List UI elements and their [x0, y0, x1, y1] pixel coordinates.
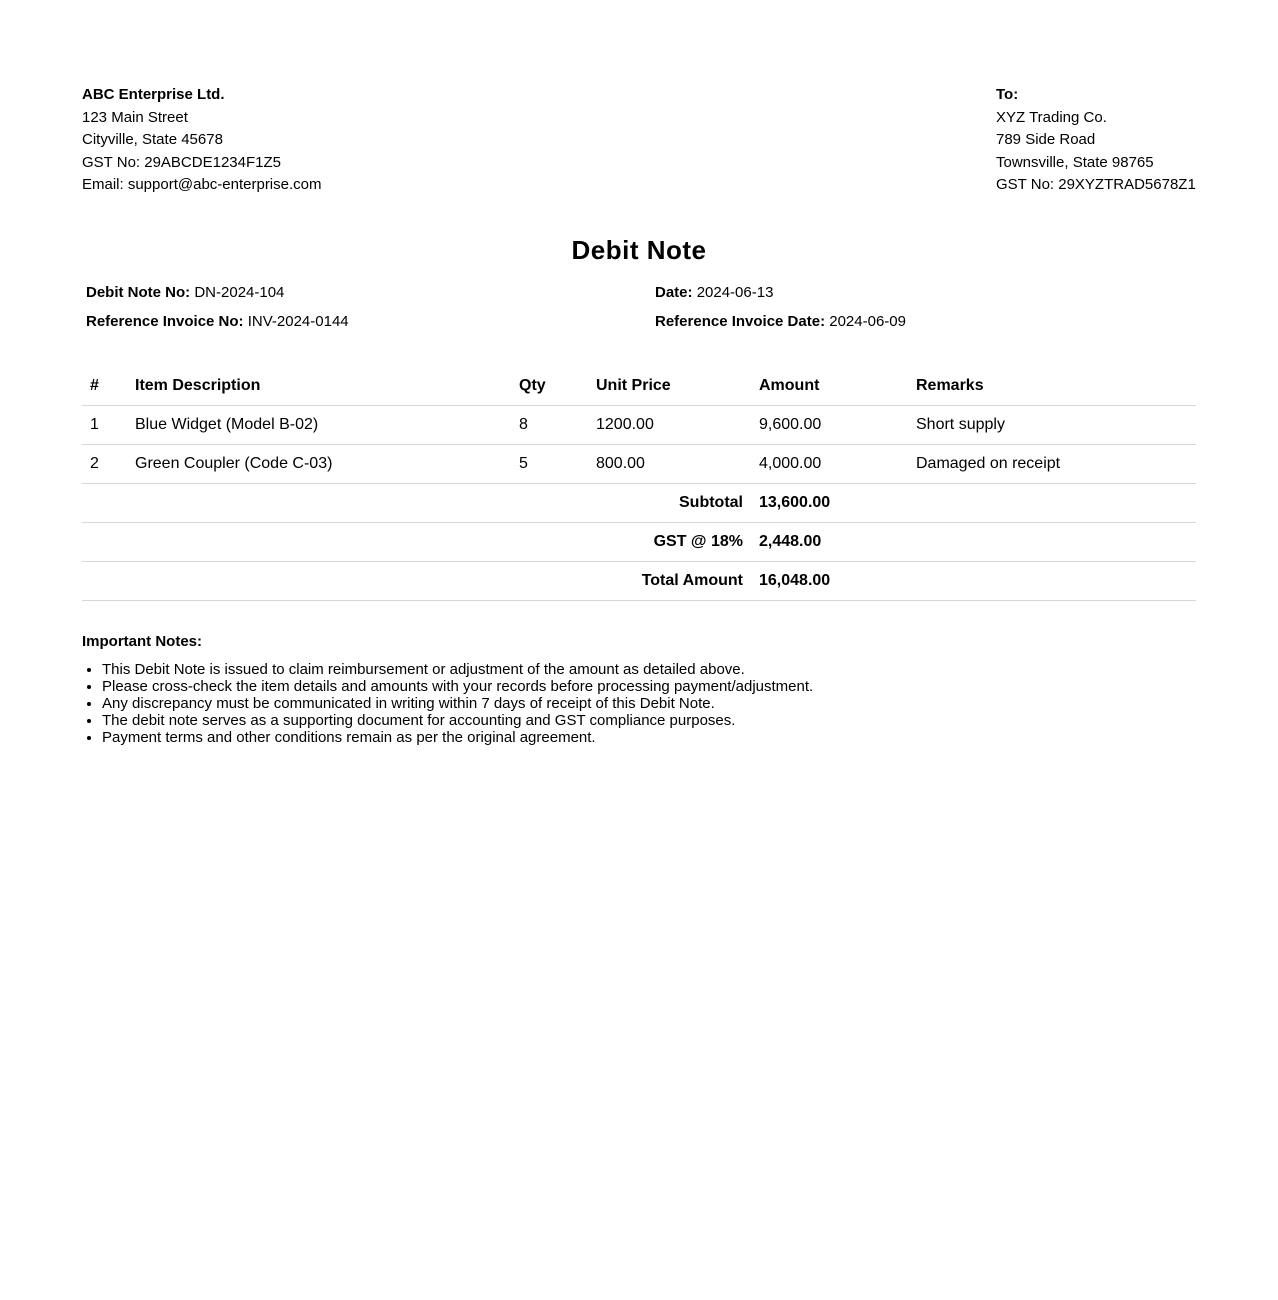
- empty-cell: [916, 562, 1196, 601]
- column-header-unit-price: Unit Price: [596, 367, 759, 406]
- gst-label: GST @ 18%: [82, 523, 759, 562]
- item-qty: 8: [519, 406, 596, 445]
- recipient-address-line1: 789 Side Road: [996, 131, 1096, 148]
- empty-cell: [916, 484, 1196, 523]
- sender-address-block: [82, 84, 322, 197]
- sender-address-line1: 123 Main Street: [82, 108, 188, 126]
- table-row: [82, 406, 1196, 445]
- total-amount-label: Total Amount: [82, 562, 759, 601]
- recipient-company-name: XYZ Trading Co.: [996, 108, 1107, 126]
- empty-cell: [916, 523, 1196, 562]
- debit-note-number-value: DN-2024-104: [194, 284, 285, 301]
- document-title: Debit Note: [571, 235, 707, 265]
- sender-address-line2: Cityville, State 45678: [82, 131, 223, 148]
- item-description: Green Coupler (Code C-03): [135, 445, 519, 484]
- sender-email: Email: support@abc-enterprise.com: [82, 176, 322, 193]
- line-items-table: [82, 367, 1196, 601]
- debit-note-date: [655, 284, 773, 301]
- total-amount-row: [82, 562, 1196, 601]
- column-header-qty: Qty: [519, 367, 596, 406]
- reference-invoice-date-value: 2024-06-09: [829, 313, 906, 330]
- notes-list: [82, 661, 813, 746]
- recipient-gst-number: GST No: 29XYZTRAD5678Z1: [996, 176, 1196, 193]
- recipient-address-block: [996, 84, 1196, 197]
- recipient-address-line2: Townsville, State 98765: [996, 153, 1154, 171]
- reference-invoice-number-value: INV-2024-0144: [247, 313, 349, 330]
- reference-invoice-number-label: Reference Invoice No:: [86, 313, 244, 330]
- reference-invoice-date: [655, 313, 906, 330]
- table-header-row: [82, 367, 1196, 406]
- subtotal-row: [82, 484, 1196, 523]
- debit-note-number-label: Debit Note No:: [86, 284, 191, 301]
- row-number: 2: [82, 445, 135, 484]
- column-header-number: #: [82, 367, 135, 406]
- note-item: • This Debit Note is issued to claim reimbursement or adjustment of the amount as detailed above.: [102, 661, 813, 678]
- gst-value: 2,448.00: [759, 523, 916, 562]
- table-row: [82, 445, 1196, 484]
- recipient-label: To:: [996, 86, 1019, 103]
- note-item: • Please cross-check the item details and amounts with your records before processing payment/adjustment.: [102, 678, 813, 695]
- note-item: • Any discrepancy must be communicated in writing within 7 days of receipt of this Debit Note.: [102, 695, 813, 712]
- column-header-remarks: Remarks: [916, 367, 1196, 406]
- notes-heading: Important Notes:: [82, 633, 202, 650]
- column-header-amount: Amount: [759, 367, 916, 406]
- subtotal-label: Subtotal: [82, 484, 759, 523]
- gst-row: [82, 523, 1196, 562]
- item-unit-price: 1200.00: [596, 406, 759, 445]
- sender-gst-number: GST No: 29ABCDE1234F1Z5: [82, 153, 281, 171]
- note-item: • The debit note serves as a supporting document for accounting and GST compliance purposes.: [102, 712, 813, 729]
- total-amount-value: 16,048.00: [759, 562, 916, 601]
- sender-company-name: ABC Enterprise Ltd.: [82, 86, 225, 103]
- item-unit-price: 800.00: [596, 445, 759, 484]
- item-remarks: Damaged on receipt: [916, 445, 1196, 484]
- debit-note-date-value: 2024-06-13: [696, 284, 774, 301]
- item-description: Blue Widget (Model B-02): [135, 406, 519, 445]
- reference-invoice-number: [86, 313, 349, 330]
- row-number: 1: [82, 406, 135, 445]
- debit-note-number: [86, 284, 284, 301]
- item-amount: 9,600.00: [759, 406, 916, 445]
- column-header-description: Item Description: [135, 367, 519, 406]
- item-qty: 5: [519, 445, 596, 484]
- subtotal-value: 13,600.00: [759, 484, 916, 523]
- debit-note-date-label: Date:: [655, 284, 693, 301]
- reference-invoice-date-label: Reference Invoice Date:: [655, 313, 826, 330]
- item-amount: 4,000.00: [759, 445, 916, 484]
- note-item: • Payment terms and other conditions remain as per the original agreement.: [102, 729, 813, 746]
- item-remarks: Short supply: [916, 406, 1196, 445]
